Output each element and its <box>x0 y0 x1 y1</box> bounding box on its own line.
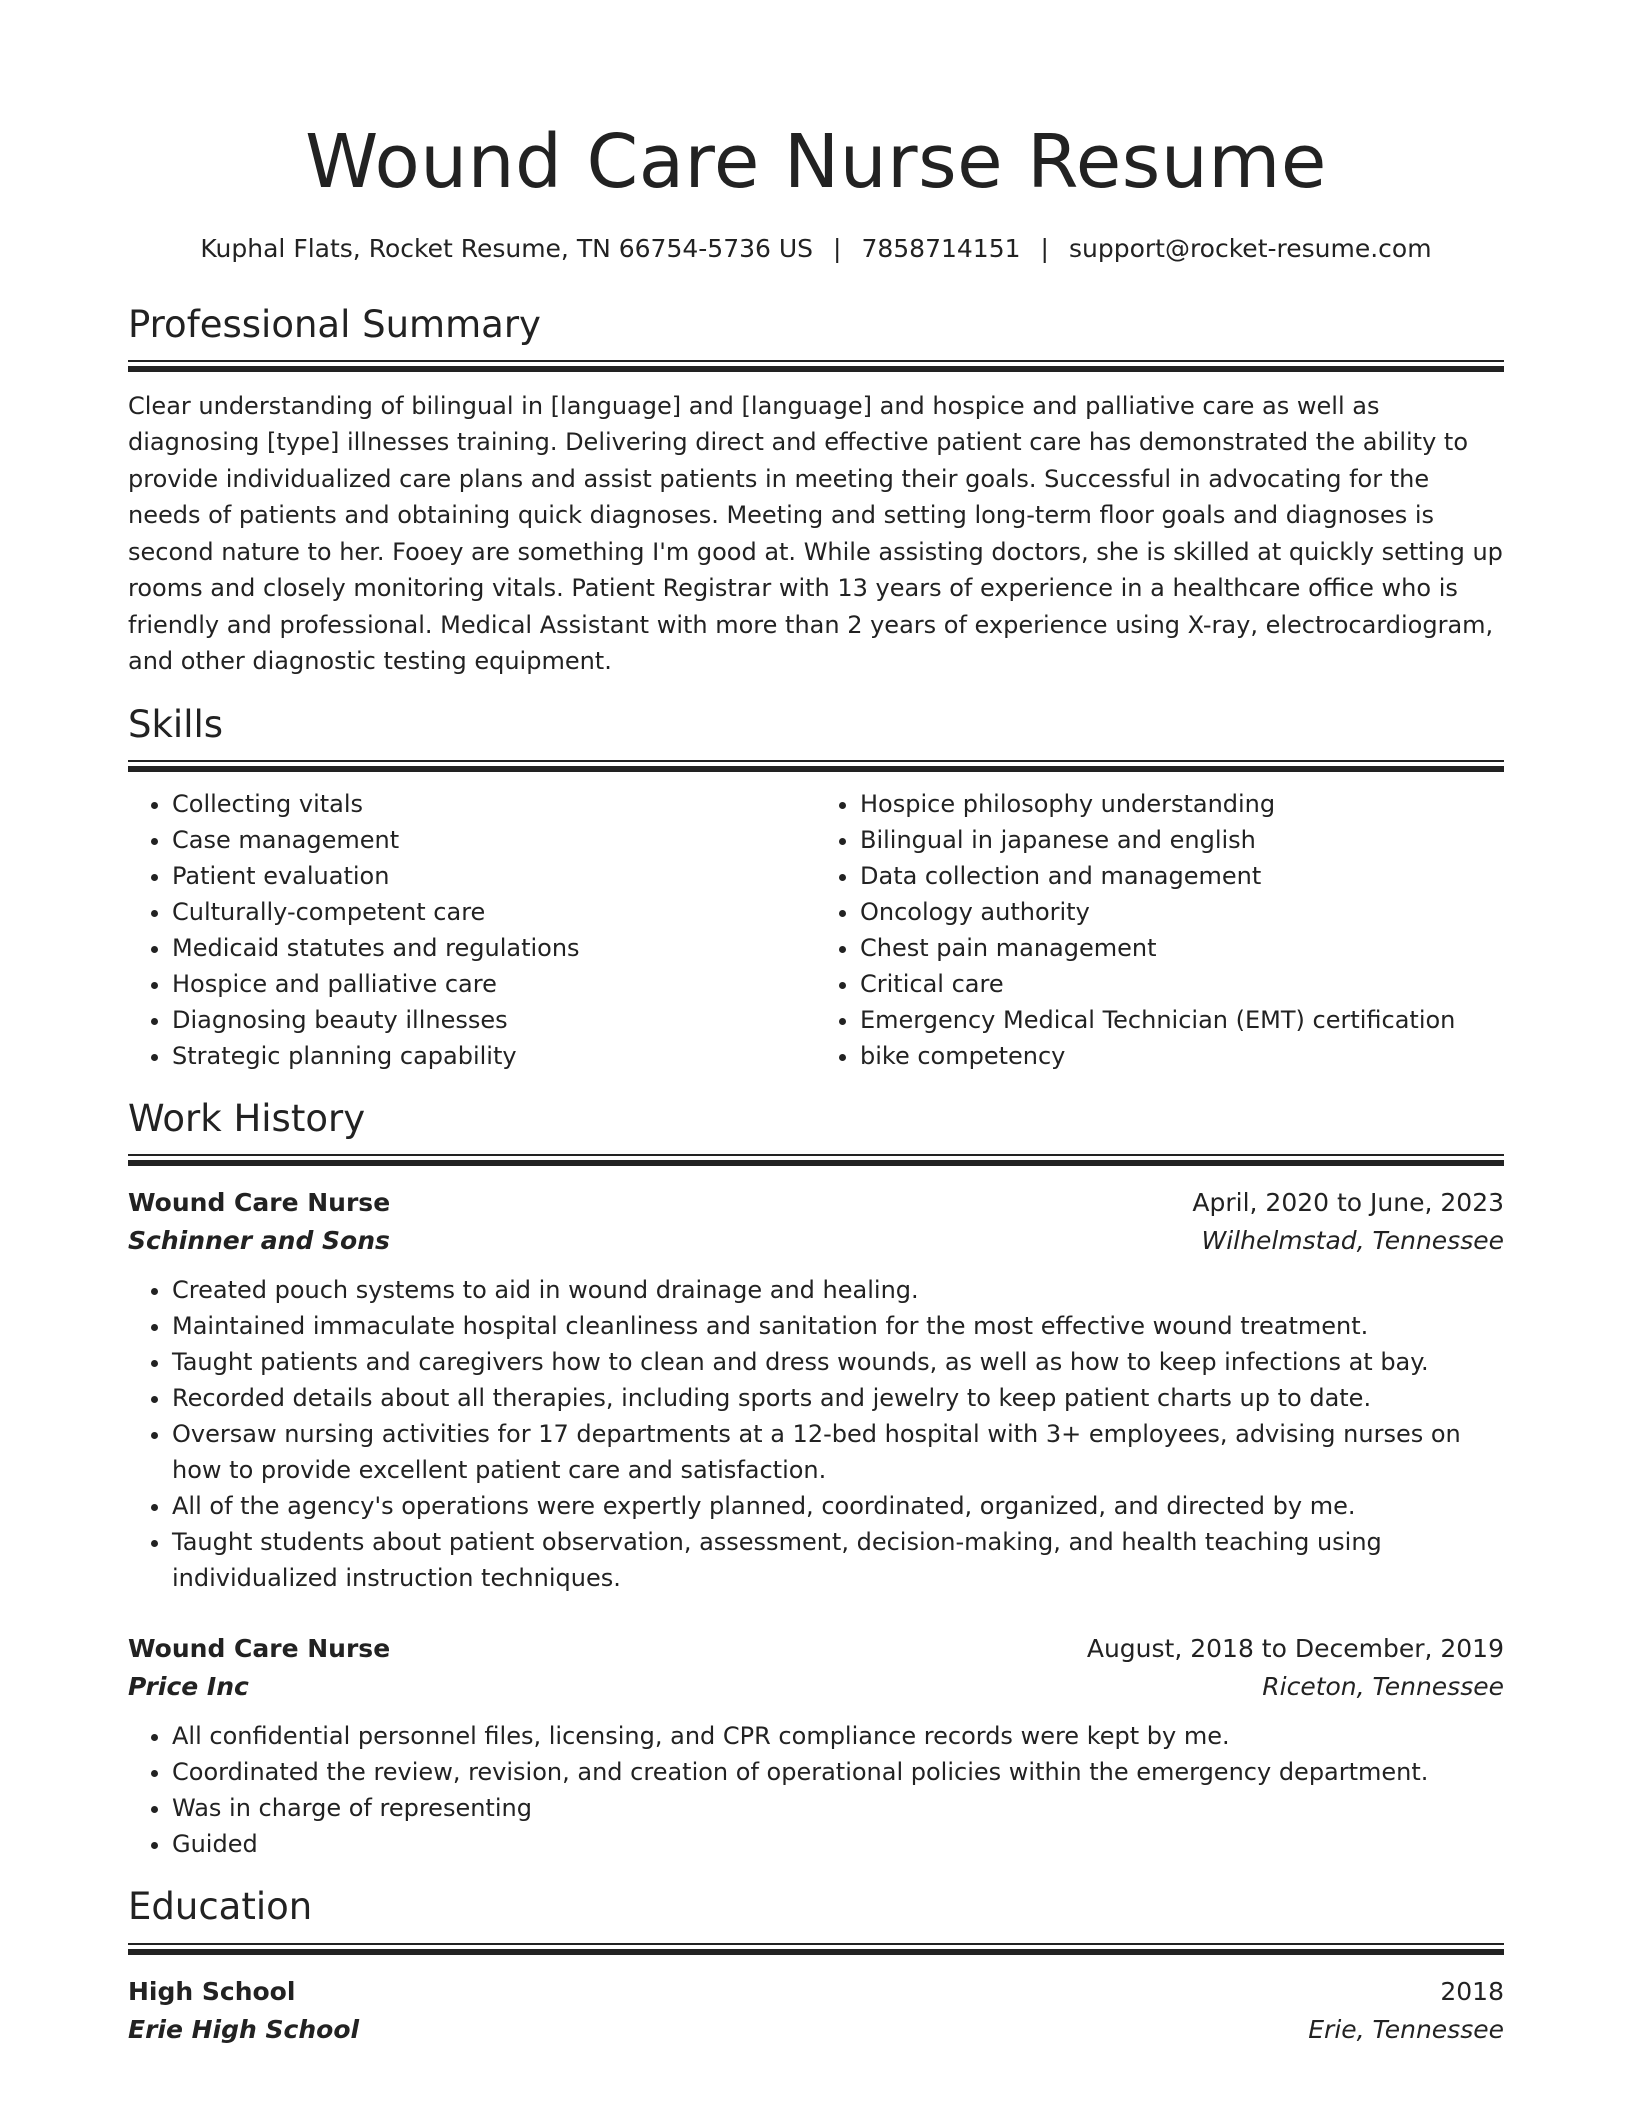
section-divider <box>128 1154 1504 1166</box>
work-heading: Work History <box>128 1097 366 1141</box>
job-company: Price Inc <box>128 1672 249 1702</box>
education-degree-row <box>128 1973 1504 2011</box>
skill-item: • Diagnosing beauty illnesses <box>172 1002 816 1038</box>
job-entry <box>128 1184 1504 1596</box>
skill-item: • bike competency <box>860 1038 1504 1074</box>
skills-column-left <box>128 786 816 1074</box>
job-bullet: • Coordinated the review, revision, and creation of operational policies within the emergency department. <box>172 1754 1504 1790</box>
job-bullets <box>128 1718 1504 1862</box>
skill-item: • Case management <box>172 822 816 858</box>
education-heading: Education <box>128 1885 313 1929</box>
skills-column-right <box>816 786 1504 1074</box>
skill-item: • Medicaid statutes and regulations <box>172 930 816 966</box>
job-bullet: • All of the agency's operations were expertly planned, coordinated, organized, and directed by me. <box>172 1488 1504 1524</box>
job-bullets <box>128 1272 1504 1596</box>
job-company-row <box>128 1222 1504 1260</box>
education-location: Erie, Tennessee <box>1308 2014 1504 2044</box>
job-bullet: • Taught patients and caregivers how to clean and dress wounds, as well as how to keep infections at bay. <box>172 1344 1504 1380</box>
education-section-header <box>128 1884 1504 1954</box>
education-school: Erie High School <box>128 2014 360 2044</box>
job-bullet: • Guided <box>172 1826 1504 1862</box>
skill-item: • Culturally-competent care <box>172 894 816 930</box>
job-bullet: • Recorded details about all therapies, including sports and jewelry to keep patient charts up to date. <box>172 1380 1504 1416</box>
skills-list <box>128 786 1504 1074</box>
job-location: Riceton, Tennessee <box>1262 1672 1504 1702</box>
education-degree: High School <box>128 1976 296 2006</box>
contact-separator: | <box>833 234 842 264</box>
skill-item: • Chest pain management <box>860 930 1504 966</box>
job-bullet: • Taught students about patient observation, assessment, decision-making, and health teaching using individualized instruction techniques. <box>172 1524 1504 1596</box>
summary-heading: Professional Summary <box>128 302 541 346</box>
job-title: Wound Care Nurse <box>128 1634 391 1664</box>
summary-section-header <box>128 302 1504 372</box>
skill-item: • Oncology authority <box>860 894 1504 930</box>
job-bullet: • Created pouch systems to aid in wound drainage and healing. <box>172 1272 1504 1308</box>
resume-title: Wound Care Nurse Resume <box>305 119 1327 205</box>
skill-item: • Data collection and management <box>860 858 1504 894</box>
job-title: Wound Care Nurse <box>128 1188 391 1218</box>
contact-separator: | <box>1040 234 1049 264</box>
skill-item: • Patient evaluation <box>172 858 816 894</box>
job-bullet: • Oversaw nursing activities for 17 departments at a 12-bed hospital with 3+ employees, advising nurses on how to provide excellent patient care and satisfaction. <box>172 1416 1504 1488</box>
job-company-row <box>128 1668 1504 1706</box>
job-bullet: • Was in charge of representing <box>172 1790 1504 1826</box>
skill-item: • Critical care <box>860 966 1504 1002</box>
job-title-row <box>128 1184 1504 1222</box>
skills-heading: Skills <box>128 702 224 746</box>
contact-line <box>128 233 1504 266</box>
education-entry <box>128 1973 1504 2049</box>
job-location: Wilhelmstad, Tennessee <box>1201 1226 1504 1256</box>
skill-item: • Emergency Medical Technician (EMT) certification <box>860 1002 1504 1038</box>
job-bullet: • All confidential personnel files, licensing, and CPR compliance records were kept by me. <box>172 1718 1504 1754</box>
job-entry <box>128 1630 1504 1862</box>
section-divider <box>128 1943 1504 1955</box>
section-divider <box>128 760 1504 772</box>
skill-item: • Strategic planning capability <box>172 1038 816 1074</box>
contact-email: support@rocket-resume.com <box>1068 234 1432 264</box>
job-dates: August, 2018 to December, 2019 <box>1086 1634 1504 1664</box>
skills-section-header <box>128 702 1504 772</box>
skill-item: • Bilingual in japanese and english <box>860 822 1504 858</box>
skill-item: • Collecting vitals <box>172 786 816 822</box>
education-school-row <box>128 2011 1504 2049</box>
summary-text: Clear understanding of bilingual in [language] and [language] and hospice and palliative care as well as diagnosing [type] illnesses training. Delivering direct and effective patient care has demonstrated the ability to provide individualized care plans and assist patients in meeting their goals. Successful in advocating for the needs of patients and obtaining quick diagnoses. Meeting and setting long-term floor goals and diagnoses is second nature to her. Fooey are something I'm good at. While assisting doctors, she is skilled at quickly setting up rooms and closely monitoring vitals. Patient Registrar with 13 years of experience in a healthcare office who is friendly and professional. Medical Assistant with more than 2 years of experience using X-ray, electrocardiogram, and other diagnostic testing equipment. <box>128 391 1503 676</box>
skill-item: • Hospice and palliative care <box>172 966 816 1002</box>
job-title-row <box>128 1630 1504 1668</box>
job-bullet: • Maintained immaculate hospital cleanliness and sanitation for the most effective wound treatment. <box>172 1308 1504 1344</box>
contact-phone: 7858714151 <box>861 234 1021 264</box>
contact-address: Kuphal Flats, Rocket Resume, TN 66754-5736 US <box>200 234 814 264</box>
work-section-header <box>128 1096 1504 1166</box>
education-year: 2018 <box>1440 1976 1504 2006</box>
skill-item: • Hospice philosophy understanding <box>860 786 1504 822</box>
section-divider <box>128 360 1504 372</box>
job-dates: April, 2020 to June, 2023 <box>1192 1188 1504 1218</box>
job-company: Schinner and Sons <box>128 1226 390 1256</box>
